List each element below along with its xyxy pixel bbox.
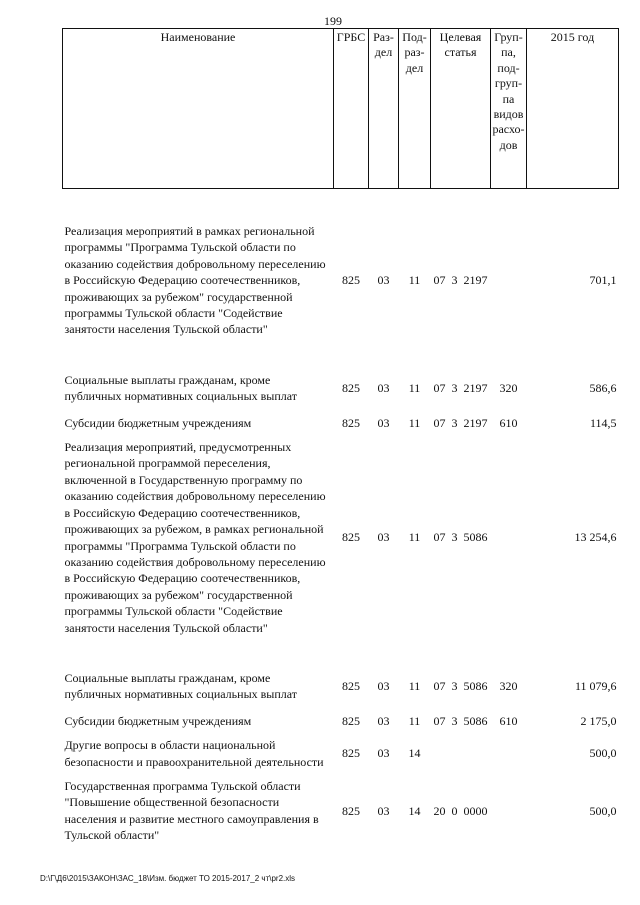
row-razdel: 03 (377, 746, 390, 761)
table-row (63, 372, 619, 405)
row-vr (491, 223, 527, 338)
spacer-row (63, 189, 619, 224)
row-name: Реализация мероприятий, предусмотренных региональной программой переселения, включенной в Государственную программу по оказанию содействия добровольному переселению в Российскую Федерацию соотечественников, проживающих за рубежом, в рамках региональной программы "Программа Тульской области по оказанию содействия добровольному переселению в Российскую Федерацию соотечественников, проживающих за рубежом" государственной программы Тульской области "Содействие занятости населения Тульской области" (64, 440, 326, 635)
spacer-row (63, 703, 619, 713)
row-name: Реализация мероприятий в рамках региональной программы "Программа Тульской области по оказанию содействия добровольному переселению в Российскую Федерацию соотечественников, проживающих за рубежом" государственной программы Тульской области "Содействие занятости населения Тульской области" (64, 224, 326, 337)
row-grbs: 825 (342, 530, 360, 545)
spacer-row (63, 431, 619, 439)
row-amount: 13 254,6 (574, 530, 617, 545)
row-podrazdel: 11 (408, 273, 421, 288)
row-name: Государственная программа Тульской области "Повышение общественной безопасности населения и развитие местного самоуправления в Тульской области" (64, 778, 319, 843)
row-podrazdel: 11 (408, 530, 421, 545)
row-podrazdel: 11 (408, 415, 421, 430)
row-target: 07 3 5086 (433, 679, 488, 694)
row-vr: 320 (499, 679, 518, 694)
row-razdel: 03 (377, 803, 390, 818)
header-target: Целевая статья (431, 29, 491, 189)
row-razdel: 03 (377, 530, 390, 545)
row-vr: 320 (499, 381, 518, 396)
table-row (63, 713, 619, 729)
table-row (63, 778, 619, 844)
row-amount: 114,5 (589, 415, 617, 430)
row-amount: 11 079,6 (574, 679, 617, 694)
row-grbs: 825 (342, 803, 360, 818)
spacer-row (63, 405, 619, 415)
row-name: Другие вопросы в области национальной безопасности и правоохранительной деятельности (64, 738, 324, 769)
budget-table (62, 28, 619, 844)
row-vr: 610 (499, 713, 518, 728)
row-grbs: 825 (342, 746, 360, 761)
row-razdel: 03 (377, 273, 390, 288)
header-razdel: Раз- дел (369, 29, 399, 189)
table-body (63, 189, 619, 844)
row-amount: 701,1 (589, 273, 617, 288)
page-number: 199 (324, 14, 342, 28)
row-target: 20 0 0000 (433, 803, 488, 818)
header-podrazdel: Под- раз- дел (399, 29, 431, 189)
footer-file-path: D:\Г\Д6\2015\ЗАКОН\ЗАС_18\Изм. бюджет ТО 2015-2017_2 чт\pr2.xls (40, 874, 296, 883)
row-grbs: 825 (342, 713, 360, 728)
row-amount: 586,6 (589, 381, 617, 396)
row-amount: 500,0 (589, 803, 617, 818)
row-name: Субсидии бюджетным учреждениям (64, 713, 252, 728)
row-name: Социальные выплаты гражданам, кроме публичных нормативных социальных выплат (64, 670, 298, 702)
row-name: Субсидии бюджетным учреждениям (64, 415, 252, 430)
row-vr: 610 (499, 415, 518, 430)
header-year: 2015 год (527, 29, 619, 189)
row-podrazdel: 11 (408, 713, 421, 728)
spacer-row (63, 729, 619, 737)
row-vr (491, 737, 527, 770)
row-grbs: 825 (342, 679, 360, 694)
row-razdel: 03 (377, 713, 390, 728)
row-grbs: 825 (342, 415, 360, 430)
row-vr (491, 439, 527, 636)
row-podrazdel: 11 (408, 679, 421, 694)
table-row (63, 223, 619, 338)
header-name: Наименование (63, 29, 334, 189)
row-grbs: 825 (342, 381, 360, 396)
row-target: 07 3 2197 (433, 273, 488, 288)
row-name: Социальные выплаты гражданам, кроме публичных нормативных социальных выплат (64, 372, 298, 404)
row-amount: 500,0 (589, 746, 617, 761)
spacer-row (63, 770, 619, 778)
spacer-row (63, 338, 619, 372)
row-razdel: 03 (377, 381, 390, 396)
header-vr: Груп- па, под- груп- па видов расхо- дов (491, 29, 527, 189)
row-target (431, 737, 491, 770)
row-razdel: 03 (377, 679, 390, 694)
row-target: 07 3 5086 (433, 530, 488, 545)
row-podrazdel: 14 (408, 803, 421, 818)
table-header (63, 29, 619, 189)
table-row (63, 737, 619, 770)
row-target: 07 3 2197 (433, 415, 488, 430)
row-razdel: 03 (377, 415, 390, 430)
header-grbs: ГРБС (334, 29, 369, 189)
row-podrazdel: 11 (408, 381, 421, 396)
row-vr (491, 778, 527, 844)
table-row (63, 670, 619, 703)
spacer-row (63, 636, 619, 670)
row-target: 07 3 5086 (433, 713, 488, 728)
row-podrazdel: 14 (408, 746, 421, 761)
table-row (63, 415, 619, 431)
table-row (63, 439, 619, 636)
row-amount: 2 175,0 (580, 713, 617, 728)
row-target: 07 3 2197 (433, 381, 488, 396)
row-grbs: 825 (342, 273, 360, 288)
